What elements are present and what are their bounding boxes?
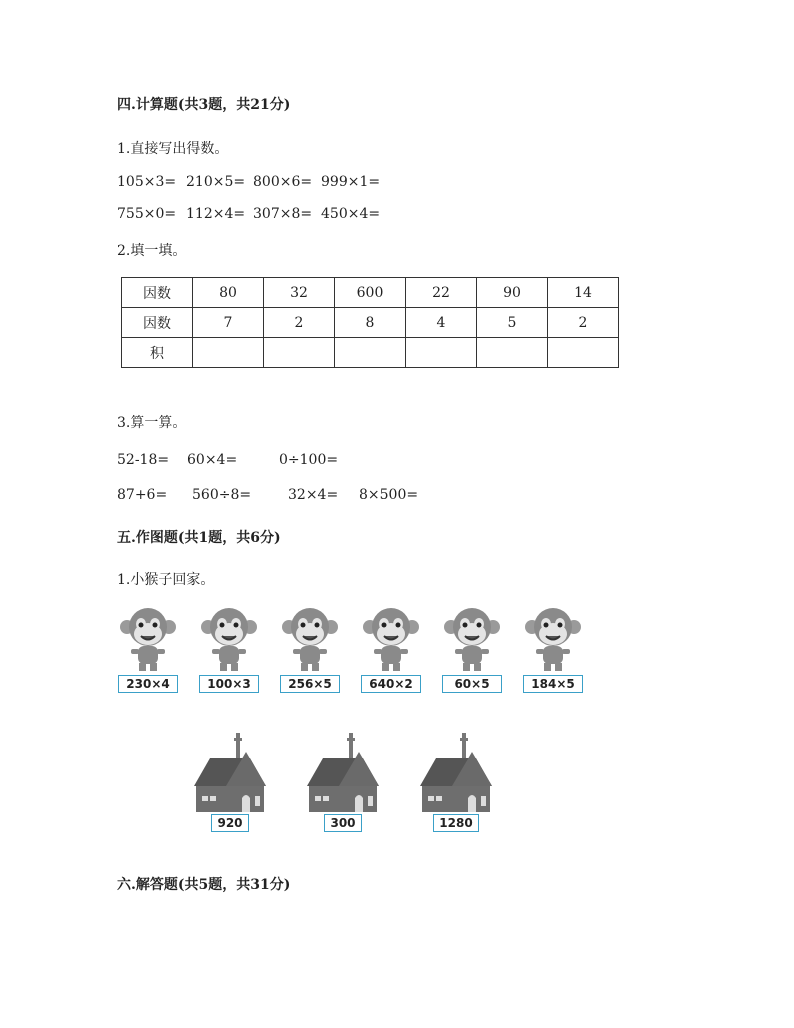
table-cell: 4: [406, 308, 477, 338]
expression: 210×5=: [186, 174, 246, 190]
answer-cell[interactable]: [264, 338, 335, 368]
answer-cell[interactable]: [193, 338, 264, 368]
monkey-icon: [118, 603, 178, 673]
table-row: [122, 308, 619, 338]
table-row: [122, 338, 619, 368]
monkey-label: 230×4: [118, 675, 178, 693]
monkey-card[interactable]: [523, 603, 585, 691]
expression: 999×1=: [321, 174, 381, 190]
table-cell: 600: [335, 278, 406, 308]
monkey-card[interactable]: [442, 603, 504, 691]
expression: 0÷100=: [279, 452, 339, 468]
section-heading-5: 五.作图题(共1题，共6分): [117, 530, 281, 546]
house-card[interactable]: [305, 730, 381, 832]
monkey-card[interactable]: [118, 603, 180, 691]
table-cell: 8: [335, 308, 406, 338]
expression: 87+6=: [117, 487, 168, 503]
expression: 52-18=: [117, 452, 170, 468]
monkey-card[interactable]: [199, 603, 261, 691]
monkey-label: 256×5: [280, 675, 340, 693]
table-cell: 14: [548, 278, 619, 308]
house-card[interactable]: [192, 730, 268, 832]
row-header: 因数: [122, 308, 193, 338]
monkey-icon: [523, 603, 583, 673]
table-cell: 5: [477, 308, 548, 338]
table-cell: 80: [193, 278, 264, 308]
expression: 560÷8=: [192, 487, 252, 503]
row-header: 积: [122, 338, 193, 368]
factor-table: [121, 277, 619, 368]
expression: 112×4=: [186, 206, 246, 222]
table-cell: 7: [193, 308, 264, 338]
house-icon: [418, 730, 494, 814]
table-cell: 32: [264, 278, 335, 308]
monkey-label: 640×2: [361, 675, 421, 693]
house-label: 300: [324, 814, 362, 832]
table-cell: 2: [548, 308, 619, 338]
house-label: 1280: [433, 814, 479, 832]
house-card[interactable]: [418, 730, 494, 832]
house-label: 920: [211, 814, 249, 832]
monkey-icon: [280, 603, 340, 673]
table-cell: 2: [264, 308, 335, 338]
monkey-label: 100×3: [199, 675, 259, 693]
monkey-icon: [199, 603, 259, 673]
expression: 105×3=: [117, 174, 177, 190]
expression: 307×8=: [253, 206, 313, 222]
house-icon: [305, 730, 381, 814]
monkey-icon: [442, 603, 502, 673]
section-heading-4: 四.计算题(共3题，共21分): [117, 97, 291, 113]
monkey-card[interactable]: [361, 603, 423, 691]
answer-cell[interactable]: [335, 338, 406, 368]
house-icon: [192, 730, 268, 814]
row-header: 因数: [122, 278, 193, 308]
monkey-label: 60×5: [442, 675, 502, 693]
answer-cell[interactable]: [406, 338, 477, 368]
question-title-1: 1.小猴子回家。: [117, 572, 215, 588]
expression: 32×4=: [288, 487, 339, 503]
question-title-3: 3.算一算。: [117, 415, 187, 431]
expression: 450×4=: [321, 206, 381, 222]
table-cell: 90: [477, 278, 548, 308]
answer-cell[interactable]: [548, 338, 619, 368]
expression: 60×4=: [187, 452, 238, 468]
expression: 755×0=: [117, 206, 177, 222]
monkey-icon: [361, 603, 421, 673]
monkey-label: 184×5: [523, 675, 583, 693]
table-cell: 22: [406, 278, 477, 308]
question-title-1: 1.直接写出得数。: [117, 141, 229, 157]
expression: 8×500=: [359, 487, 419, 503]
question-title-2: 2.填一填。: [117, 243, 187, 259]
answer-cell[interactable]: [477, 338, 548, 368]
table-row: [122, 278, 619, 308]
section-heading-6: 六.解答题(共5题，共31分): [117, 877, 291, 893]
monkey-card[interactable]: [280, 603, 342, 691]
expression: 800×6=: [253, 174, 313, 190]
